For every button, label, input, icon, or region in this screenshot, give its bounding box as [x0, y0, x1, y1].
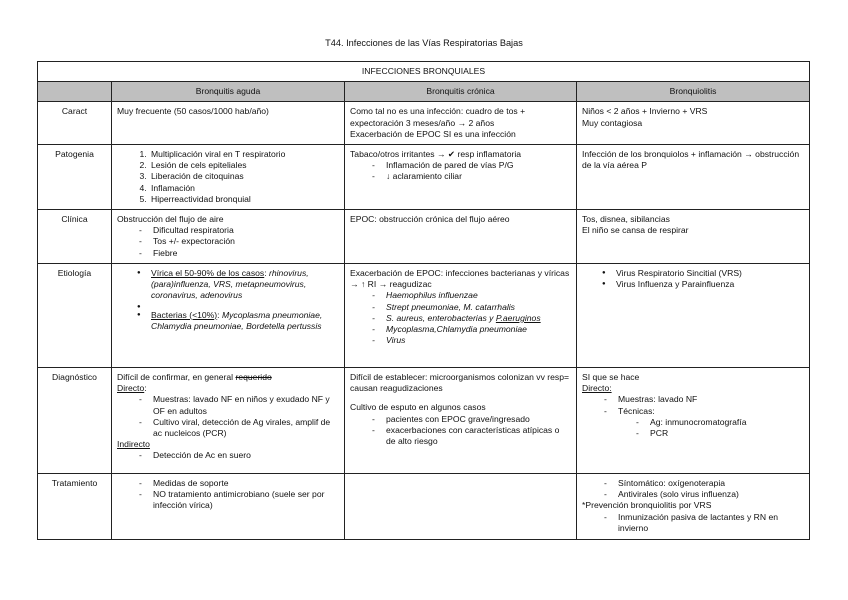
etiologia-aguda — [112, 264, 345, 368]
list-item-text: S. aureus, enterobacterias y — [386, 312, 496, 323]
spacer — [350, 394, 571, 402]
separator: : — [264, 268, 267, 279]
text-line: Exacerbación de EPOC SI es una infección — [350, 128, 516, 139]
caract-aguda: Muy frecuente (50 casos/1000 hab/año) — [112, 102, 345, 145]
dash-list — [350, 160, 571, 182]
dash-list — [582, 417, 804, 439]
text-line: SI que se hace — [582, 372, 640, 383]
directo-label: Directo — [117, 383, 145, 394]
row-clinica — [38, 210, 810, 264]
list-item: - Virus — [372, 335, 571, 346]
viral-label: Vírica el 50-90% de los casos — [151, 268, 265, 279]
numbered-list — [117, 149, 339, 205]
dash-list — [582, 512, 804, 534]
list-item: - Muestras: lavado NF en niños y exudado NF y OF en adultos — [139, 394, 339, 416]
text-line: Obstrucción del flujo de aire — [117, 214, 224, 225]
col-header-bronquitis-cronica: Bronquitis crónica — [345, 82, 577, 102]
list-item: - Fiebre — [139, 248, 339, 259]
text-line: Muy contagiosa — [582, 117, 643, 128]
text-line: Como tal no es una infección: cuadro de tos + — [350, 106, 526, 117]
list-item: 5. Hiperreactividad bronquial — [149, 194, 339, 205]
list-item: - PCR — [636, 428, 804, 439]
text-line: Difícil de establecer: microorganismos colonizan vv resp= causan reagudizaciones — [350, 372, 569, 394]
text-line: El niño se cansa de respirar — [582, 225, 689, 236]
dash-list — [582, 478, 804, 500]
patogenia-aguda — [112, 145, 345, 210]
struck-text: requerido — [235, 372, 272, 383]
list-item: - Inflamación de pared de vías P/G — [372, 160, 571, 171]
directo-label: Directo: — [582, 383, 612, 394]
dash-list — [117, 225, 339, 259]
separator: : — [144, 383, 147, 394]
row-label-tratamiento: Tratamiento — [38, 474, 112, 540]
patogenia-bronquiolitis: Infección de los bronquiolos + inflamación → obstrucción de la vía aérea P — [577, 145, 810, 210]
dash-list — [117, 450, 339, 461]
etiologia-bronquiolitis — [577, 264, 810, 368]
intro-text: Difícil de confirmar, en general — [117, 372, 236, 383]
text-line: Tos, disnea, sibilancias — [582, 214, 670, 225]
row-patogenia — [38, 145, 810, 210]
row-label-etiologia: Etiología — [38, 264, 112, 368]
text-line: Tabaco/otros irritantes → ✔ resp inflamatoria — [350, 149, 522, 160]
list-item: - Tos +/- expectoración — [139, 236, 339, 247]
list-item: - Inmunización pasiva de lactantes y RN en invierno — [604, 512, 804, 534]
text-line: Niños < 2 años + Invierno + VRS — [582, 106, 708, 117]
text-line: expectoración 3 meses/año → 2 años — [350, 117, 495, 128]
list-item: - Síntomático: oxígenoterapia — [604, 478, 804, 489]
list-item: - Dificultad respiratoria — [139, 225, 339, 236]
dash-list — [117, 478, 339, 512]
viral-list: rhinovirus, (para)influenza, VRS, metapneumovirus, coronavirus, adenovirus — [151, 268, 309, 301]
list-item: - Medidas de soporte — [139, 478, 339, 489]
dash-list — [350, 290, 571, 346]
dash-list — [582, 394, 804, 416]
corner-cell — [38, 82, 112, 102]
col-header-bronquiolitis: Bronquiolitis — [577, 82, 810, 102]
list-item — [137, 310, 339, 332]
list-item: - Strept pneumoniae, M. catarrhalis — [372, 302, 571, 313]
clinica-cronica: EPOC: obstrucción crónica del flujo aéreo — [345, 210, 577, 264]
list-item: ● Virus Influenza y Parainfluenza — [602, 279, 804, 290]
list-item: - exacerbaciones con características atípicas o de alto riesgo — [372, 425, 571, 447]
bacteria-label: Bacterias (<10%) — [151, 309, 218, 320]
list-item: 4. Inflamación — [149, 183, 339, 194]
spacer — [137, 302, 339, 310]
row-caract — [38, 102, 810, 145]
clinica-aguda — [112, 210, 345, 264]
underlined-organism: P.aeruginos — [495, 312, 541, 323]
list-item: 1. Multiplicación viral en T respiratorio — [149, 149, 339, 160]
diagnostico-cronica — [345, 368, 577, 474]
list-item: - NO tratamiento antimicrobiano (suele ser por infección vírica) — [139, 489, 339, 511]
bacteria-list: Mycoplasma pneumoniae, Chlamydia pneumoniae, Bordetella pertussis — [151, 309, 323, 331]
row-label-patogenia: Patogenia — [38, 145, 112, 210]
list-item: - Haemophilus influenzae — [372, 290, 571, 301]
dash-list — [117, 394, 339, 439]
table-title: INFECCIONES BRONQUIALES — [38, 62, 810, 82]
list-item: - Técnicas: — [604, 406, 804, 417]
table-banner-row — [38, 62, 810, 82]
col-header-bronquitis-aguda: Bronquitis aguda — [112, 82, 345, 102]
indirecto-label: Indirecto — [117, 439, 150, 450]
list-item: - Antivirales (solo virus influenza) — [604, 489, 804, 500]
list-item — [137, 268, 339, 302]
row-etiologia — [38, 264, 810, 368]
text-line: Exacerbación de EPOC: infecciones bacterianas y víricas → ↑ RI → reagudizac — [350, 268, 570, 290]
dash-list — [350, 414, 571, 448]
list-item — [372, 313, 571, 324]
row-label-caract: Caract — [38, 102, 112, 145]
list-item: - Mycoplasma,Chlamydia pneumoniae — [372, 324, 571, 335]
patogenia-cronica — [345, 145, 577, 210]
caract-cronica — [345, 102, 577, 145]
diagnostico-bronquiolitis — [577, 368, 810, 474]
clinica-bronquiolitis — [577, 210, 810, 264]
tratamiento-cronica — [345, 474, 577, 540]
list-item: - pacientes con EPOC grave/ingresado — [372, 414, 571, 425]
text-line: Cultivo de esputo en algunos casos — [350, 402, 486, 413]
diagnostico-aguda — [112, 368, 345, 474]
row-tratamiento — [38, 474, 810, 540]
list-item: 3. Liberación de citoquinas — [149, 171, 339, 182]
text-line — [117, 383, 339, 394]
row-diagnostico — [38, 368, 810, 474]
etiologia-cronica — [345, 264, 577, 368]
list-item: 2. Lesión de cels epiteliales — [149, 160, 339, 171]
caract-bronquiolitis — [577, 102, 810, 145]
tratamiento-bronquiolitis — [577, 474, 810, 540]
separator: : — [217, 309, 222, 320]
list-item: ● Virus Respiratorio Sincitial (VRS) — [602, 268, 804, 279]
infecciones-bronquiales-table — [37, 61, 810, 540]
row-label-diagnostico: Diagnóstico — [38, 368, 112, 474]
list-item: - Detección de Ac en suero — [139, 450, 339, 461]
text-line — [117, 372, 339, 383]
text-line: *Prevención bronquiolitis por VRS — [582, 500, 712, 511]
tratamiento-aguda — [112, 474, 345, 540]
row-label-clinica: Clínica — [38, 210, 112, 264]
list-item: - ↓ aclaramiento ciliar — [372, 171, 571, 182]
bullet-list — [582, 268, 804, 290]
list-item: - Cultivo viral, detección de Ag virales, amplif de ac nucleicos (PCR) — [139, 417, 339, 439]
list-item: - Ag: inmunocromatografía — [636, 417, 804, 428]
column-header-row — [38, 82, 810, 102]
list-item: - Muestras: lavado NF — [604, 394, 804, 405]
bullet-list — [117, 268, 339, 332]
document-title: T44. Infecciones de las Vías Respiratorias Bajas — [325, 38, 523, 48]
